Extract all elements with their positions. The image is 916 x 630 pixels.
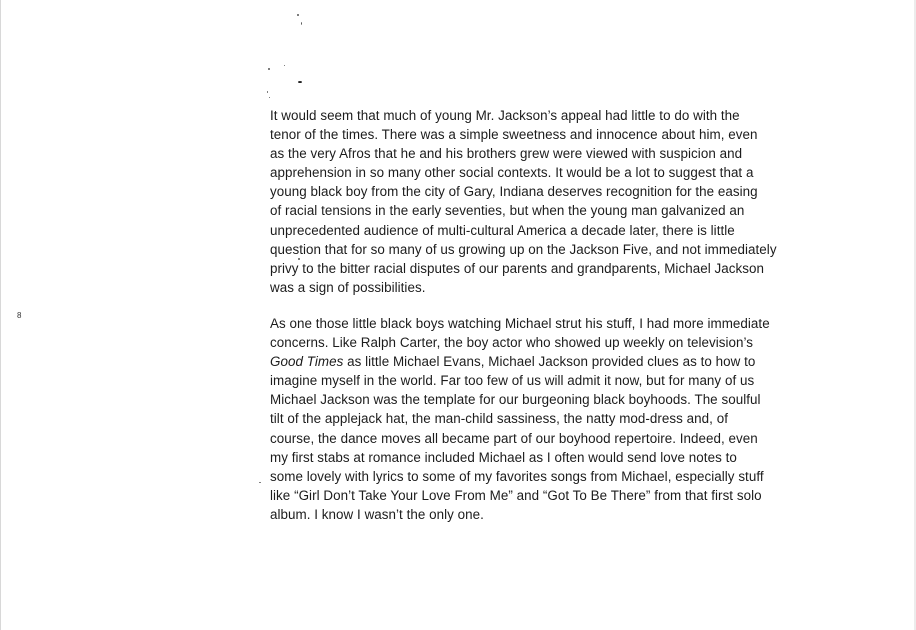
text-line: tilt of the applejack hat, the man-child sassiness, the natty mod-dress and, of (270, 411, 728, 427)
text-line: As one those little black boys watching Michael strut his stuff, I had more immediate (270, 315, 770, 331)
text-line: young black boy from the city of Gary, Indiana deserves recognition for the easing (270, 184, 758, 200)
text-run: as little Michael Evans, Michael Jackson provided clues as to how to (343, 354, 756, 370)
scan-speck (301, 22, 302, 25)
text-line: privy to the bitter racial disputes of our parents and grandparents, Michael Jackson (270, 260, 764, 276)
scan-left-edge (0, 0, 1, 630)
text-line: tenor of the times. There was a simple sweetness and innocence about him, even (270, 127, 758, 143)
paragraph-1 (270, 106, 810, 297)
text-line: of racial tensions in the early seventies, but when the young man galvanized an (270, 203, 745, 219)
page-number: 8 (17, 311, 22, 320)
text-line: question that for so many of us growing up on the Jackson Five, and not immediately (270, 241, 777, 257)
text-line: was a sign of possibilities. (270, 279, 426, 295)
text-line: apprehension in so many other social contexts. It would be a lot to suggest that a (270, 165, 754, 181)
text-line: course, the dance moves all became part of our boyhood repertoire. Indeed, even (270, 430, 758, 446)
text-line: like “Girl Don’t Take Your Love From Me” and “Got To Be There” from that first solo (270, 487, 762, 503)
text-line: It would seem that much of young Mr. Jackson’s appeal had little to do with the (270, 108, 740, 123)
text-line: imagine myself in the world. Far too few of us will admit it now, but for many of us (270, 373, 755, 389)
scan-speck (298, 81, 302, 83)
scan-speck (267, 91, 268, 93)
show-title: Good Times (270, 354, 344, 370)
text-line (270, 352, 810, 371)
scan-speck (297, 14, 299, 16)
text-line: album. I know I wasn’t the only one. (270, 506, 484, 522)
text-line: as the very Afros that he and his brothers grew were viewed with suspicion and (270, 146, 743, 162)
paragraph-2 (270, 314, 810, 524)
scan-speck (284, 65, 285, 66)
scan-speck (259, 482, 261, 483)
text-line: unprecedented audience of multi-cultural America a decade later, there is little (270, 222, 735, 238)
text-line: concerns. Like Ralph Carter, the boy actor who showed up weekly on television’s (270, 335, 754, 351)
body-text (270, 106, 810, 524)
text-line: some lovely with lyrics to some of my favorites songs from Michael, especially stuff (270, 468, 764, 484)
scan-speck (269, 97, 270, 98)
scan-speck (268, 68, 270, 70)
text-line: my first stabs at romance included Michael as I often would send love notes to (270, 449, 737, 465)
text-line: Michael Jackson was the template for our burgeoning black boyhoods. The soulful (270, 392, 761, 408)
